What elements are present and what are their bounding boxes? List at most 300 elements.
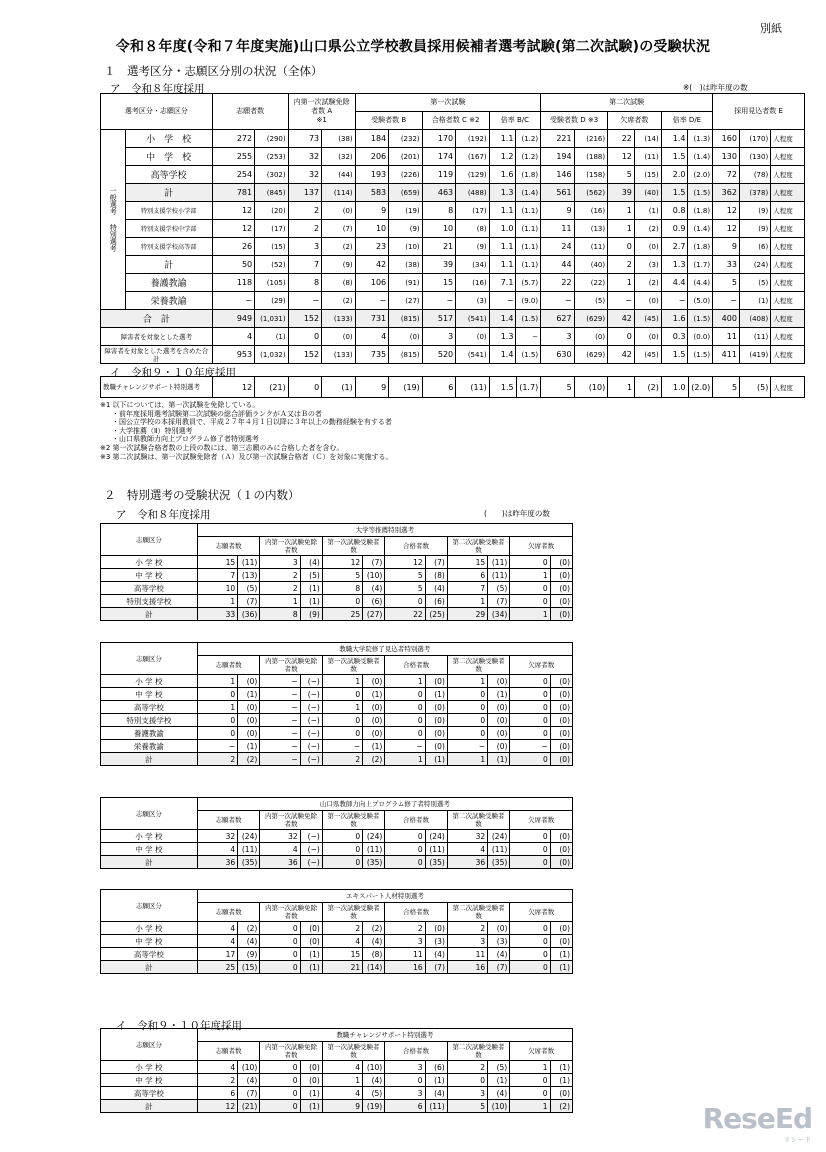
prev-value-cell: (0)	[550, 1087, 572, 1100]
table-row	[101, 346, 805, 364]
value-cell: 36	[197, 856, 237, 869]
value-cell: 9	[355, 377, 389, 398]
prev-value-cell: (0)	[363, 714, 385, 727]
prev-value-cell: (11)	[488, 556, 510, 569]
prev-value-cell: (45)	[634, 310, 661, 328]
value-cell: 1	[385, 753, 425, 766]
value-cell: 0	[510, 1087, 550, 1100]
prev-value-cell: (1.5)	[688, 184, 713, 202]
prev-value-cell: (11)	[739, 328, 770, 346]
value-cell: 254	[212, 166, 254, 184]
note-line: ※3 第二次試験は、第一次試験免除者（Ａ）及び第一次試験合格者（Ｃ）を対象に実施する。	[100, 452, 393, 461]
value-cell: 12	[212, 377, 254, 398]
value-cell: 5	[447, 1100, 487, 1113]
prev-value-cell: (1.5)	[516, 346, 541, 364]
header-ratio-bc: 倍率 B/C	[489, 112, 540, 130]
value-cell: 0	[608, 238, 635, 256]
prev-value-cell: (2.0)	[688, 377, 713, 398]
prev-value-cell: (302)	[255, 166, 289, 184]
header-passed: 合格者数	[385, 903, 448, 922]
prev-value-cell: (0)	[363, 675, 385, 688]
value-cell: 0	[510, 595, 550, 608]
prev-value-cell: (1)	[363, 740, 385, 753]
prev-value-cell: (38)	[322, 130, 356, 148]
prev-value-cell: (1)	[255, 328, 289, 346]
prev-value-cell: (0)	[550, 740, 572, 753]
value-cell: 44	[541, 256, 575, 274]
table-row	[101, 843, 573, 856]
prev-value-cell: (1.4)	[688, 220, 713, 238]
value-cell: 72	[713, 166, 740, 184]
row-label: 計	[125, 256, 212, 274]
prev-value-cell: (78)	[739, 166, 770, 184]
header-applicants: 志願者数	[197, 903, 260, 922]
prev-value-cell: (19)	[389, 377, 423, 398]
header-first_exam: 第一次試験受験者数	[322, 903, 385, 922]
row-label: 計	[125, 184, 212, 202]
value-cell: 561	[541, 184, 575, 202]
prev-value-cell: (1,031)	[255, 310, 289, 328]
value-cell: 627	[541, 310, 575, 328]
table-row	[101, 935, 573, 948]
prev-value-cell: (10)	[238, 1061, 260, 1074]
value-cell: 3	[385, 1061, 425, 1074]
header-examinees-d	[541, 112, 608, 130]
value-cell: 781	[212, 184, 254, 202]
value-cell: 119	[422, 166, 456, 184]
prev-value-cell: (4.4)	[688, 274, 713, 292]
value-cell: 15	[197, 556, 237, 569]
prev-value-cell: (2)	[363, 753, 385, 766]
table-reiwa-9-10	[100, 376, 805, 398]
prev-value-cell: (5)	[574, 292, 608, 310]
prev-value-cell: (130)	[739, 148, 770, 166]
prev-value-cell: (0)	[238, 714, 260, 727]
value-cell: 0	[260, 948, 300, 961]
value-cell: 9	[541, 202, 575, 220]
prev-value-cell: (13)	[574, 220, 608, 238]
prev-value-cell: (1)	[739, 292, 770, 310]
prev-value-cell: (541)	[456, 346, 490, 364]
value-cell: −	[510, 740, 550, 753]
value-cell: 17	[197, 948, 237, 961]
prev-value-cell: (0)	[550, 569, 572, 582]
note-line: ・国公立学校の本採用教員で、平成２７年４月１日以降に３年以上の勤務経験を有する者	[112, 418, 392, 427]
prev-value-cell: (0)	[634, 328, 661, 346]
value-cell: 0	[510, 675, 550, 688]
table-row	[101, 727, 573, 740]
value-cell: 0	[510, 948, 550, 961]
unit-cell: 人程度	[771, 238, 805, 256]
value-cell: 6	[447, 569, 487, 582]
prev-value-cell: (1.4)	[516, 184, 541, 202]
value-cell: 0	[197, 688, 237, 701]
prev-value-cell: (0)	[425, 740, 447, 753]
value-cell: 5	[385, 569, 425, 582]
value-cell: 1.4	[661, 130, 688, 148]
value-cell: 1.6	[489, 166, 516, 184]
prev-value-cell: (0)	[300, 935, 322, 948]
value-cell: 50	[212, 256, 254, 274]
prev-value-cell: (1)	[425, 753, 447, 766]
prev-value-cell: (32)	[322, 148, 356, 166]
attachment-label: 別紙	[760, 22, 782, 35]
prev-value-cell: (0.0)	[688, 328, 713, 346]
prev-value-cell: (290)	[255, 130, 289, 148]
value-cell: 0	[510, 753, 550, 766]
prev-value-cell: (17)	[255, 220, 289, 238]
value-cell: 4	[447, 843, 487, 856]
value-cell: 2	[197, 753, 237, 766]
prev-value-cell: (35)	[488, 856, 510, 869]
header-passed: 合格者数	[385, 811, 448, 830]
prev-value-cell: (10)	[363, 569, 385, 582]
prev-value-cell: (21)	[238, 1100, 260, 1113]
prev-value-cell: (16)	[574, 202, 608, 220]
prev-value-cell: (11)	[238, 843, 260, 856]
value-cell: 1.5	[661, 346, 688, 364]
prev-value-cell: (1)	[300, 582, 322, 595]
prev-value-cell: (1.4)	[688, 148, 713, 166]
value-cell: 1	[197, 675, 237, 688]
prev-value-cell: (35)	[238, 856, 260, 869]
value-cell: 12	[212, 202, 254, 220]
row-label: 中 学 校	[125, 148, 212, 166]
prev-value-cell: (1)	[488, 753, 510, 766]
value-cell: −	[422, 292, 456, 310]
value-cell: 0	[197, 727, 237, 740]
prev-value-cell: (562)	[574, 184, 608, 202]
value-cell: 0	[322, 830, 362, 843]
value-cell: 0	[385, 688, 425, 701]
prev-value-cell: (0)	[488, 727, 510, 740]
table-row	[101, 582, 573, 595]
prev-value-cell: (1)	[238, 688, 260, 701]
prev-value-cell: (8)	[322, 274, 356, 292]
row-label: 高等学校	[101, 1087, 198, 1100]
prev-value-cell: (0)	[550, 595, 572, 608]
header-first_exam: 第一次試験受験者数	[322, 811, 385, 830]
value-cell: 3	[447, 1087, 487, 1100]
prev-value-cell: (35)	[363, 856, 385, 869]
prev-value-cell: (2)	[634, 274, 661, 292]
value-cell: 6	[422, 377, 456, 398]
prev-value-cell: (815)	[389, 346, 423, 364]
header-first_exam: 第一次試験受験者数	[322, 1042, 384, 1061]
value-cell: 4	[197, 843, 237, 856]
value-cell: 1.5	[661, 184, 688, 202]
prev-value-cell: (38)	[389, 256, 423, 274]
header-category: 志願区分	[101, 798, 198, 830]
prev-value-cell: (25)	[425, 608, 447, 621]
value-cell: 0	[260, 922, 300, 935]
prev-value-cell: (3)	[456, 292, 490, 310]
value-cell: 11	[447, 948, 487, 961]
prev-value-cell: (11)	[238, 556, 260, 569]
header-category: 志願区分	[101, 890, 198, 922]
value-cell: 1	[197, 595, 237, 608]
prev-value-cell: (192)	[456, 130, 490, 148]
value-cell: 1.0	[489, 220, 516, 238]
prev-value-cell: (1)	[550, 1074, 572, 1087]
value-cell: 0	[510, 714, 550, 727]
header-passed-note: ※2	[466, 116, 480, 124]
value-cell: 0	[197, 714, 237, 727]
value-cell: 0	[510, 582, 550, 595]
value-cell: 0	[385, 856, 425, 869]
section2-sub-a: ア 令和８年度採用	[116, 509, 211, 521]
value-cell: 1	[510, 1061, 550, 1074]
prev-value-cell: (1)	[300, 595, 322, 608]
header-exempt: 内第一次試験免除者数	[260, 656, 323, 675]
header-absent: 欠席者数	[510, 537, 573, 556]
value-cell: −	[212, 292, 254, 310]
value-cell: 1	[608, 377, 635, 398]
prev-value-cell: (0)	[550, 556, 572, 569]
value-cell: 39	[422, 256, 456, 274]
value-cell: 3	[385, 935, 425, 948]
value-cell: 7	[288, 256, 322, 274]
value-cell: 0	[510, 701, 550, 714]
prev-value-cell: (0)	[550, 830, 572, 843]
table-row	[101, 256, 805, 274]
row-label: 計	[101, 608, 198, 621]
value-cell: 0	[510, 830, 550, 843]
unit-cell: 人程度	[771, 346, 805, 364]
value-cell: 0	[385, 1074, 425, 1087]
prev-value-cell: (4)	[300, 556, 322, 569]
prev-value-cell: (129)	[456, 166, 490, 184]
prev-value-cell: (10)	[488, 1100, 510, 1113]
value-cell: 184	[355, 130, 389, 148]
value-cell: 630	[541, 346, 575, 364]
table-row	[101, 856, 573, 869]
prev-value-cell: (1)	[634, 202, 661, 220]
prev-value-cell: (29)	[255, 292, 289, 310]
prev-value-cell: (133)	[322, 346, 356, 364]
value-cell: 0	[510, 843, 550, 856]
value-cell: 170	[422, 130, 456, 148]
prev-value-cell: (0)	[425, 922, 447, 935]
value-cell: 3	[385, 1087, 425, 1100]
prev-value-cell: (9)	[389, 220, 423, 238]
value-cell: 130	[713, 148, 740, 166]
value-cell: 3	[447, 935, 487, 948]
prev-value-cell: (5)	[488, 1061, 510, 1074]
row-label: 養護教諭	[101, 727, 198, 740]
value-cell: 2	[447, 1061, 487, 1074]
watermark-logo	[703, 1102, 812, 1144]
prev-value-cell: (226)	[389, 166, 423, 184]
value-cell: 12	[197, 1100, 237, 1113]
value-cell: 272	[212, 130, 254, 148]
prev-value-cell: (45)	[634, 346, 661, 364]
value-cell: 33	[713, 256, 740, 274]
header-applicants: 志願者数	[197, 656, 260, 675]
value-cell: −	[541, 292, 575, 310]
prev-value-cell: (0)	[488, 675, 510, 688]
value-cell: 3	[260, 556, 300, 569]
table-row	[101, 753, 573, 766]
value-cell: 2	[288, 202, 322, 220]
header-exempt: 内第一次試験免除者数	[260, 537, 323, 556]
prev-value-cell: (5)	[300, 569, 322, 582]
unit-cell: 人程度	[771, 274, 805, 292]
prev-value-cell: (0)	[238, 675, 260, 688]
value-cell: 4	[197, 922, 237, 935]
header-first_exam: 第一次試験受験者数	[322, 537, 385, 556]
value-cell: 0.9	[661, 220, 688, 238]
prev-value-cell: (5)	[363, 1087, 385, 1100]
value-cell: 1.4	[489, 310, 516, 328]
prev-value-cell: (−)	[300, 714, 322, 727]
value-cell: 0	[510, 961, 550, 974]
value-cell: 0	[447, 714, 487, 727]
prev-value-cell: (0)	[634, 292, 661, 310]
prev-value-cell: (−)	[300, 688, 322, 701]
prev-value-cell: (11)	[425, 843, 447, 856]
prev-value-cell: (14)	[363, 961, 385, 974]
prev-value-cell: (1.5)	[688, 310, 713, 328]
value-cell: 0	[510, 856, 550, 869]
header-first: 第一次試験	[355, 94, 540, 112]
value-cell: 6	[385, 1100, 425, 1113]
value-cell: 1.1	[489, 256, 516, 274]
table-row	[101, 148, 805, 166]
side-label-general	[101, 130, 126, 310]
value-cell: 255	[212, 148, 254, 166]
section2-prev-note: ( )は昨年度の数	[484, 509, 550, 518]
prev-value-cell: (0)	[550, 608, 572, 621]
value-cell: −	[260, 727, 300, 740]
value-cell: 152	[288, 346, 322, 364]
value-cell: 221	[541, 130, 575, 148]
prev-value-cell: (11)	[488, 569, 510, 582]
table-row	[101, 922, 573, 935]
unit-cell: 人程度	[771, 377, 805, 398]
value-cell: 174	[422, 148, 456, 166]
value-cell: 0.8	[661, 202, 688, 220]
value-cell: 32	[197, 830, 237, 843]
prev-value-cell: (2)	[634, 220, 661, 238]
prev-value-cell: (1.8)	[688, 202, 713, 220]
prev-value-cell: (11)	[634, 148, 661, 166]
prev-value-cell: (4)	[425, 582, 447, 595]
row-label: 高等学校	[101, 701, 198, 714]
prev-value-cell: (4)	[363, 1074, 385, 1087]
value-cell: −	[661, 292, 688, 310]
value-cell: 32	[288, 166, 322, 184]
prev-value-cell: (488)	[456, 184, 490, 202]
prev-value-cell: (−)	[300, 856, 322, 869]
prev-value-cell: (6)	[425, 1061, 447, 1074]
prev-value-cell: (0)	[574, 328, 608, 346]
note-line: ・大学推薦（Ⅱ）特別選考	[112, 426, 193, 435]
value-cell: 32	[260, 830, 300, 843]
header-absent: 欠席者数	[510, 811, 573, 830]
value-cell: 4	[260, 843, 300, 856]
prev-value-cell: (9)	[739, 220, 770, 238]
value-cell: 0	[322, 843, 362, 856]
value-cell: 1.1	[489, 202, 516, 220]
prev-value-cell: (1)	[550, 1061, 572, 1074]
table-row	[101, 1100, 573, 1113]
table-row	[101, 830, 573, 843]
prev-value-cell: (35)	[425, 856, 447, 869]
prev-value-cell: (7)	[425, 556, 447, 569]
unit-cell: 人程度	[771, 130, 805, 148]
value-cell: 4	[322, 935, 362, 948]
prev-value-cell: (114)	[322, 184, 356, 202]
prev-value-cell: (5.0)	[688, 292, 713, 310]
value-cell: 9	[355, 202, 389, 220]
value-cell: 0	[447, 701, 487, 714]
prev-value-cell: (1)	[550, 961, 572, 974]
special-table-title: 大学等推薦特別選考	[197, 524, 572, 537]
value-cell: −	[260, 675, 300, 688]
prev-value-cell: (7)	[425, 961, 447, 974]
prev-value-cell: (105)	[255, 274, 289, 292]
side-special-text: 特別選考	[109, 224, 118, 252]
value-cell: 517	[422, 310, 456, 328]
prev-value-cell: (1)	[425, 1074, 447, 1087]
special-table	[100, 797, 573, 869]
note-line: ・前年度採用選考試験第二次試験の総合評価ランクがＡ又はＢの者	[112, 409, 322, 418]
value-cell: 24	[541, 238, 575, 256]
prev-value-cell: (0)	[425, 714, 447, 727]
row-label: 小 学 校	[125, 130, 212, 148]
value-cell: 1	[322, 701, 362, 714]
header-exempt-text: 内第一次試験免除者数 A	[293, 98, 350, 115]
prev-value-cell: (1,032)	[255, 346, 289, 364]
value-cell: 1	[447, 675, 487, 688]
prev-value-cell: (1)	[238, 740, 260, 753]
prev-value-cell: (0)	[322, 328, 356, 346]
prev-value-cell: (24)	[363, 830, 385, 843]
value-cell: 0	[322, 595, 362, 608]
value-cell: 12	[385, 556, 425, 569]
prev-value-cell: (4)	[488, 948, 510, 961]
prev-value-cell: (0)	[550, 753, 572, 766]
prev-value-cell: (0)	[322, 202, 356, 220]
value-cell: 1	[447, 753, 487, 766]
header-applicants: 志願者数	[197, 811, 260, 830]
header-second: 第二次試験	[541, 94, 713, 112]
value-cell: −	[355, 292, 389, 310]
value-cell: 15	[422, 274, 456, 292]
value-cell: 9	[322, 1100, 362, 1113]
value-cell: 2	[260, 582, 300, 595]
value-cell: 0	[385, 714, 425, 727]
prev-value-cell: (15)	[634, 166, 661, 184]
prev-value-cell: (0)	[550, 843, 572, 856]
value-cell: −	[713, 292, 740, 310]
prev-value-cell: (4)	[238, 1074, 260, 1087]
header-category: 志願区分	[101, 643, 198, 675]
prev-value-cell: (9.0)	[516, 292, 541, 310]
unit-cell: 人程度	[771, 310, 805, 328]
section1-notes	[100, 401, 393, 461]
value-cell: 4	[197, 1061, 237, 1074]
prev-value-cell: (1)	[300, 1087, 322, 1100]
value-cell: 0	[260, 1100, 300, 1113]
value-cell: 7	[447, 582, 487, 595]
table-row	[101, 1074, 573, 1087]
value-cell: 22	[608, 130, 635, 148]
header-passed: 合格者数	[385, 537, 448, 556]
prev-value-cell: (−)	[300, 675, 322, 688]
prev-value-cell: (24)	[488, 830, 510, 843]
